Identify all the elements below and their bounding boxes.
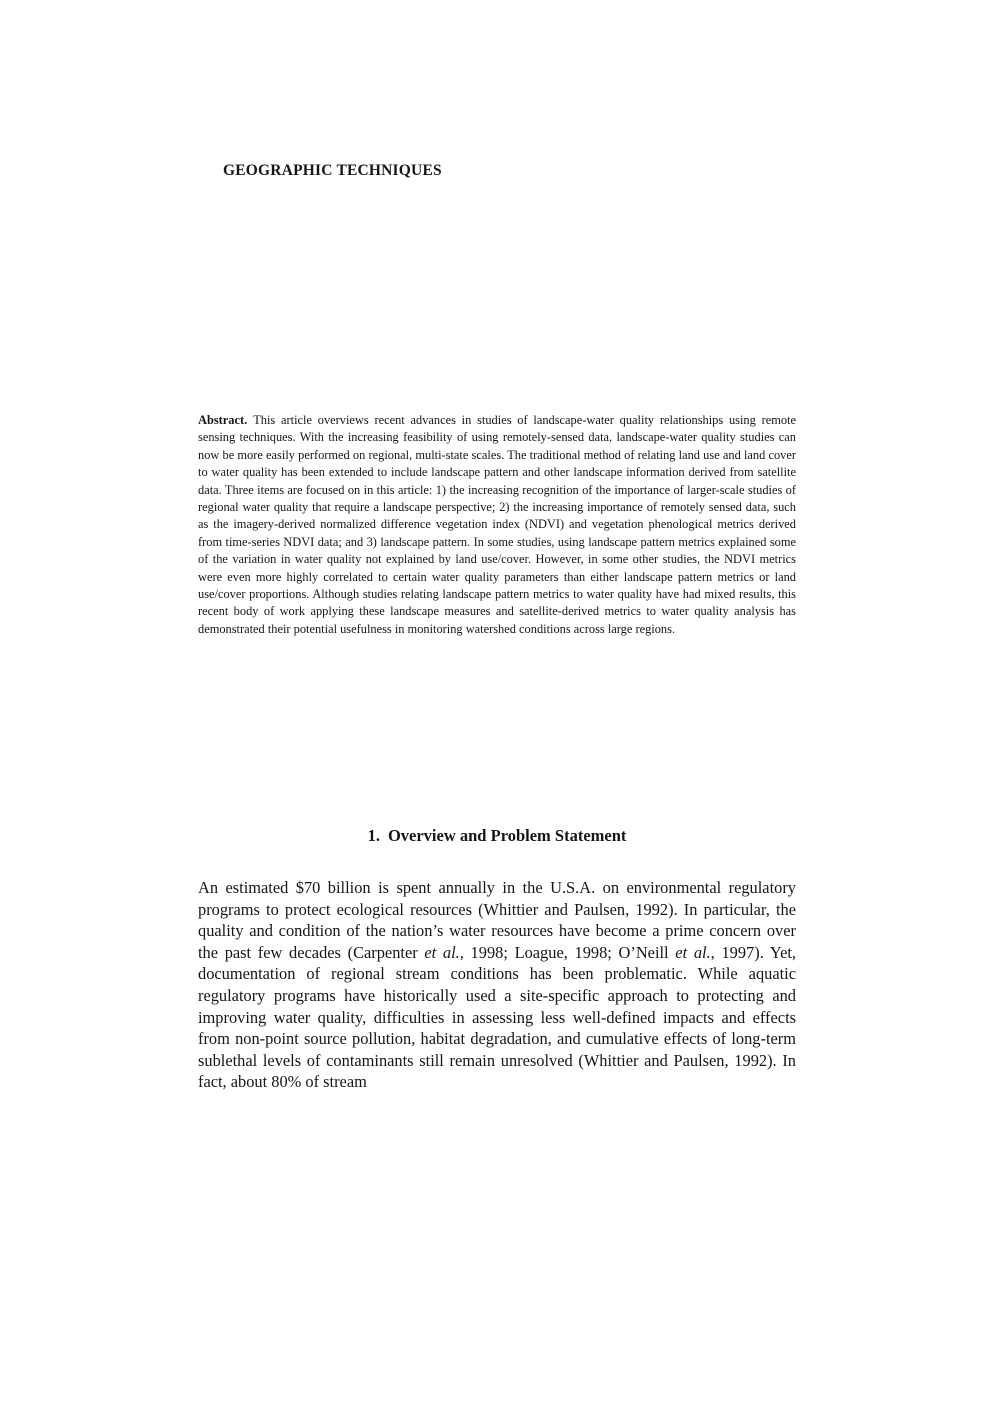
- abstract-label: Abstract.: [198, 413, 248, 427]
- section-number: 1.: [367, 826, 380, 845]
- citation-et-al: et al.: [675, 942, 711, 962]
- section-title: Overview and Problem Statement: [387, 826, 627, 845]
- body-paragraph: [198, 877, 796, 1093]
- body-text-part-1: An estimated $70 billion is spent annually in the U.S.A. on environmental regulatory programs to protect ecological resources (Whittier and Paulsen, 1992). In particular, the quality and condition of the nation’s water resources have become a prime concern over the past few decades (Carpenter: [198, 878, 796, 962]
- running-head: GEOGRAPHIC TECHNIQUES: [223, 162, 442, 179]
- citation-et-al: et al.: [424, 942, 460, 962]
- section-heading: [198, 826, 796, 846]
- body-text-part-3: , 1997). Yet, documentation of regional stream conditions has been problematic. While aquatic regulatory programs have historically used a site-specific approach to protecting and improving water quality, difficulties in assessing less well-defined impacts and effects from non-point source pollution, habitat degradation, and cumulative effects of long-term sublethal levels of contaminants still remain unresolved (Whittier and Paulsen, 1992). In fact, about 80% of stream: [198, 942, 796, 1092]
- body-text-part-2: , 1998; Loague, 1998; O’Neill: [459, 942, 676, 962]
- abstract-text: This article overviews recent advances in studies of landscape-water quality relationships using remote sensing techniques. With the increasing feasibility of using remotely-sensed data, landscape-water quality studies can now be more easily performed on regional, multi-state scales. The traditional method of relating land use and land cover to water quality has been extended to include landscape pattern and other landscape information derived from satellite data. Three items are focused on in this article: 1) the increasing recognition of the importance of larger-scale studies of regional water quality that require a landscape perspective; 2) the increasing importance of remotely sensed data, such as the imagery-derived normalized difference vegetation index (NDVI) and vegetation phenological metrics derived from time-series NDVI data; and 3) landscape pattern. In some studies, using landscape pattern metrics explained some of the variation in water quality not explained by land use/cover. However, in some other studies, the NDVI metrics were even more highly correlated to certain water quality parameters than either landscape pattern metrics or land use/cover proportions. Although studies relating landscape pattern metrics to water quality have had mixed results, this recent body of work applying these landscape measures and satellite-derived metrics to water quality analysis has demonstrated their potential usefulness in monitoring watershed conditions across large regions.: [198, 413, 796, 636]
- abstract: [198, 412, 796, 638]
